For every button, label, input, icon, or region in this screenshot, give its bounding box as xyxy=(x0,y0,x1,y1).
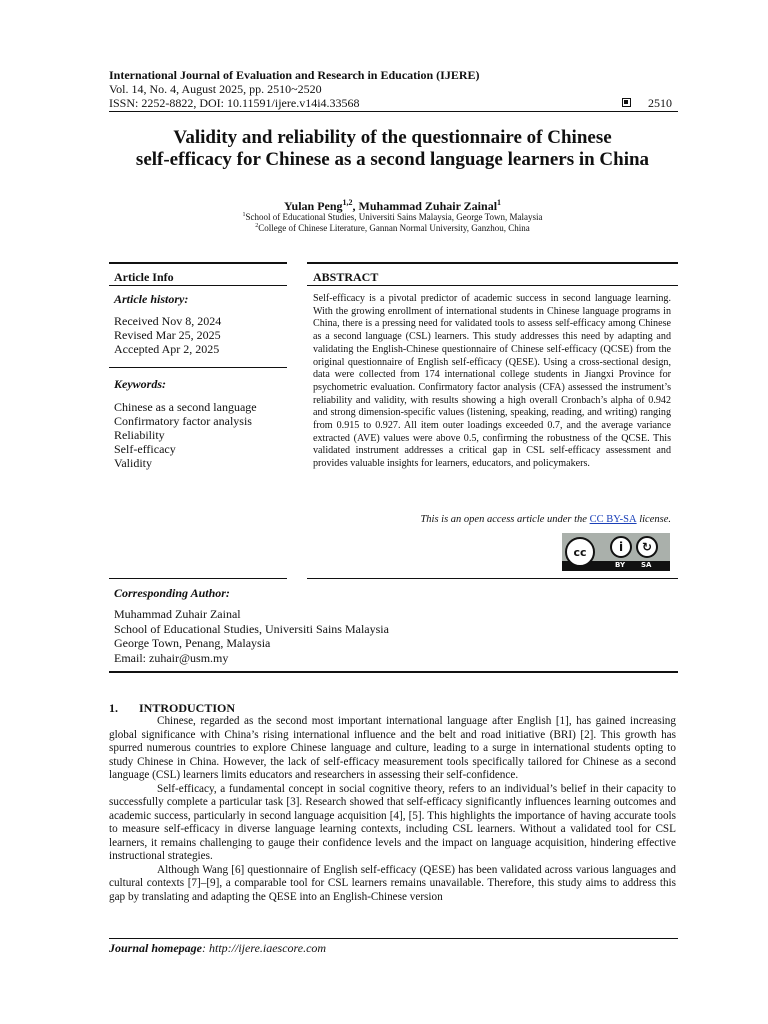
author-1-affiliation-ref: 1,2 xyxy=(342,198,353,207)
author-2-affiliation-ref: 1 xyxy=(497,198,502,207)
title-line-1: Validity and reliability of the questionnaire of Chinese xyxy=(173,127,612,148)
author-2-name: Muhammad Zuhair Zainal xyxy=(358,199,498,213)
keyword-item: Chinese as a second language xyxy=(114,400,257,414)
keyword-item: Self-efficacy xyxy=(114,442,176,456)
journal-homepage xyxy=(109,941,326,956)
paragraph: Although Wang [6] questionnaire of English self-efficacy (QESE) has been validated across various languages and cultural contexts [7]–[9], a comparable tool for CSL learners remains unavailable. Therefore, this study aims to address this gap by translating and adapting the QESE into an English-Chinese version xyxy=(109,863,676,903)
page-number: 2510 xyxy=(648,96,672,110)
sa-label: SA xyxy=(641,561,652,569)
open-access-suffix: license. xyxy=(636,514,671,525)
creative-commons-icon: cc xyxy=(565,537,595,567)
homepage-link[interactable]: http://ijere.iaescore.com xyxy=(209,941,327,955)
corresponding-author-school: School of Educational Studies, Universiti Sains Malaysia xyxy=(114,621,389,636)
keywords-bottom-rule xyxy=(109,578,287,579)
article-info-heading-rule xyxy=(109,285,287,286)
keyword-item: Validity xyxy=(114,456,152,470)
keyword-item: Confirmatory factor analysis xyxy=(114,414,252,428)
introduction-heading: 1. INTRODUCTION xyxy=(109,701,236,715)
affiliation-2 xyxy=(100,223,685,233)
article-info-heading: Article Info xyxy=(114,270,174,284)
license-link[interactable]: CC BY-SA xyxy=(589,514,637,525)
keyword-item: Reliability xyxy=(114,428,165,442)
affiliation-1-number: 1 xyxy=(242,212,246,218)
corresponding-author-name: Muhammad Zuhair Zainal xyxy=(114,607,241,621)
abstract-heading-rule xyxy=(307,285,678,286)
affiliation-1 xyxy=(100,212,685,222)
by-label: BY xyxy=(615,561,626,569)
open-access-prefix: This is an open access article under the xyxy=(420,514,590,525)
history-revised: Revised Mar 25, 2025 xyxy=(114,328,221,342)
abstract-bottom-rule xyxy=(307,578,678,579)
header-rule xyxy=(109,111,678,112)
issue-info: Vol. 14, No. 4, August 2025, pp. 2510~2520 xyxy=(109,82,322,96)
article-info-top-rule xyxy=(109,262,287,264)
corresponding-author-details xyxy=(114,607,389,665)
corresponding-author-heading: Corresponding Author: xyxy=(114,586,230,600)
title-line-2: self-efficacy for Chinese as a second language learners in China xyxy=(135,149,650,170)
article-history-heading: Article history: xyxy=(114,292,189,306)
abstract-top-rule xyxy=(307,262,678,264)
keywords-list xyxy=(114,400,257,470)
share-alike-icon: ↻ xyxy=(636,536,658,558)
abstract-text: Self-efficacy is a pivotal predictor of academic success in second language learning. With the growing enrollment of international students in Chinese language programs in China, there is a pressing need for validated tools to assess self-efficacy among Chinese as a second language (CSL) learners. This study addresses this need by adapting and validating the English-Chinese questionnaire of Chinese self-efficacy (QCSE) from the original questionnaire of English self-efficacy (QESE). Using a cross-sectional design, data were collected from 174 international college students in Jiangxi Province for psychometric evaluation. Confirmatory factor analysis (CFA) assessed the instrument’s reliability and validity, with results showing a high overall Cronbach’s alpha of 0.942 and strong dimension-specific values (listening, speaking, reading, and writing) ranging from 0.915 to 0.927. All item outer loadings exceeded 0.7, and the average variance extracted (AVE) values were above 0.5, confirming the robustness of the QCSE. This validated instrument addresses a critical gap in CSL self-efficacy assessment and provides valuable insights for learners, educators, and policymakers. xyxy=(313,293,671,470)
history-accepted: Accepted Apr 2, 2025 xyxy=(114,342,220,356)
corresponding-author-email: Email: zuhair@usm.my xyxy=(114,650,229,665)
paragraph: Self-efficacy, a fundamental concept in social cognitive theory, refers to an individual’s belief in their capacity to successfully complete a particular task [3]. Research showed that self-efficacy significantly influences learning outcomes and academic success, particularly in second language acquisition [4], [5]. This highlights the importance of having accurate tools to measure self-efficacy in diverse language learning contexts, including CSL learners. Without a validated tool for CSL learners, it remains challenging to gauge their confidence levels and the impact on language acquisition, hindering effective instructional strategies. xyxy=(109,782,676,862)
cc-by-sa-badge[interactable] xyxy=(562,533,670,571)
affiliation-1-text: School of Educational Studies, Universiti Sains Malaysia, George Town, Malaysia xyxy=(245,212,543,222)
corresponding-author-location: George Town, Penang, Malaysia xyxy=(114,636,271,650)
open-access-statement xyxy=(313,514,671,525)
author-separator: , xyxy=(352,199,359,213)
article-history-list xyxy=(114,314,221,356)
footer-rule xyxy=(109,938,678,939)
paragraph: Chinese, regarded as the second most important international language after English [1], has gained increasing global significance with China’s rising international influence and the belt and road initiative (BRI) [2]. This growth has spurred numerous countries to explore Chinese language and culture, leading to a surge in international students opting to study Chinese in China. However, the lack of self-efficacy measurement tools specifically tailored for Chinese as a second language (CSL) learners limits educators and researchers in assessing their self-confidence. xyxy=(109,715,676,781)
attribution-icon: i xyxy=(610,536,632,558)
homepage-label: Journal homepage xyxy=(109,941,203,955)
front-matter-bottom-rule xyxy=(109,671,678,673)
abstract-heading: ABSTRACT xyxy=(313,270,379,284)
page-square-icon xyxy=(622,98,631,107)
history-received: Received Nov 8, 2024 xyxy=(114,314,222,328)
affiliation-2-text: College of Chinese Literature, Gannan Normal University, Ganzhou, China xyxy=(258,223,530,233)
paper-title xyxy=(100,127,685,171)
issn-doi: ISSN: 2252-8822, DOI: 10.11591/ijere.v14i4.33568 xyxy=(109,96,360,110)
author-1-name: Yulan Peng xyxy=(283,199,343,213)
introduction-body xyxy=(109,715,676,904)
keywords-heading: Keywords: xyxy=(114,377,166,391)
homepage-separator: : xyxy=(202,941,210,955)
history-bottom-rule xyxy=(109,367,287,368)
affiliation-2-number: 2 xyxy=(255,223,259,229)
journal-name: International Journal of Evaluation and Research in Education (IJERE) xyxy=(109,68,480,82)
